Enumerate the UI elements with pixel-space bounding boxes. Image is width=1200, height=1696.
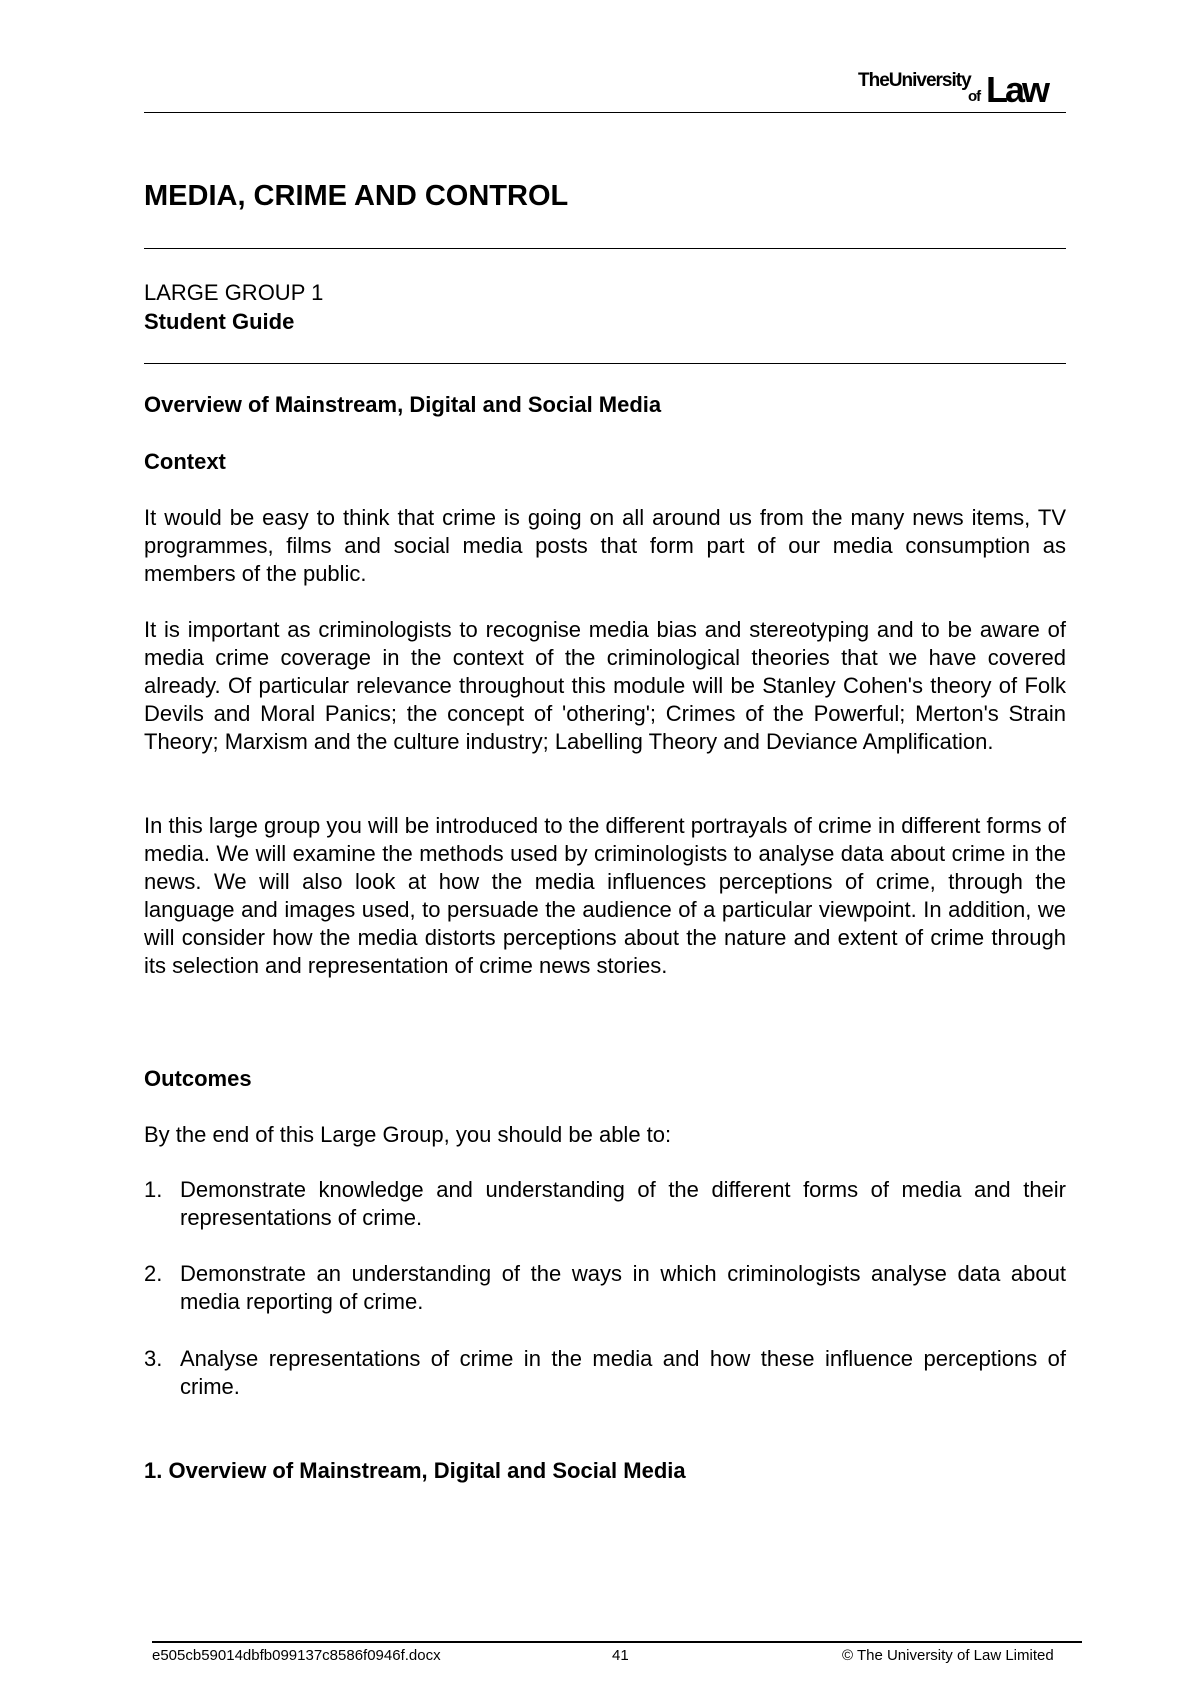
outcomes-intro: By the end of this Large Group, you should be able to: — [144, 1122, 672, 1147]
header-rule — [144, 112, 1066, 113]
section-1-heading-block — [144, 1458, 1066, 1484]
footer-page-number: 41 — [612, 1647, 629, 1664]
list-item-number: 2. — [144, 1261, 163, 1286]
document-title: MEDIA, CRIME AND CONTROL — [144, 180, 569, 212]
context-heading: Context — [144, 449, 226, 474]
context-paragraph-3-block — [144, 812, 1066, 980]
list-item — [144, 1345, 1066, 1401]
context-heading-block — [144, 449, 1066, 475]
context-paragraph-2-block — [144, 616, 1066, 756]
context-paragraph-3: In this large group you will be introduced to the different portrayals of crime in different forms of media. We will examine the methods used by criminologists to analyse data about crime in the news. We will also look at how the media influences perceptions of crime, through the language and images used, to persuade the audience of a particular viewpoint. In addition, we will consider how the media distorts perceptions about the nature and extent of crime through its selection and representation of crime news stories. — [144, 813, 1066, 978]
logo-text-of: of — [968, 88, 981, 105]
list-item-number: 1. — [144, 1177, 163, 1202]
outcomes-intro-block — [144, 1121, 1066, 1149]
overview-heading: Overview of Mainstream, Digital and Social Media — [144, 392, 662, 417]
subtitle-large-group: LARGE GROUP 1 — [144, 280, 324, 305]
context-paragraph-1: It would be easy to think that crime is going on all around us from the many news items, TV programmes, films and social media posts that form part of our media consumption as members of the public. — [144, 505, 1066, 586]
footer-filename: e505cb59014dbfb099137c8586f0946f.docx — [152, 1647, 441, 1664]
list-item-text: Demonstrate knowledge and understanding of the different forms of media and their representations of crime. — [180, 1177, 1066, 1230]
section-1-heading: 1. Overview of Mainstream, Digital and Social Media — [144, 1458, 686, 1483]
title-rule — [144, 248, 1066, 249]
overview-heading-block — [144, 392, 1066, 418]
subtitle-block — [144, 278, 1066, 336]
list-item-number: 3. — [144, 1346, 163, 1371]
list-item-text: Demonstrate an understanding of the ways in which criminologists analyse data about media reporting of crime. — [180, 1261, 1066, 1314]
context-paragraph-1-block — [144, 504, 1066, 588]
footer-copyright: © The University of Law Limited — [842, 1647, 1054, 1664]
logo-text-law: Law — [986, 69, 1048, 110]
logo-text-the-university: TheUniversity — [858, 70, 971, 91]
subtitle-rule — [144, 363, 1066, 364]
outcomes-heading-block — [144, 1066, 1066, 1092]
outcomes-heading: Outcomes — [144, 1066, 252, 1091]
list-item — [144, 1176, 1066, 1232]
list-item — [144, 1260, 1066, 1316]
university-logo — [858, 66, 1068, 110]
subtitle-student-guide: Student Guide — [144, 309, 295, 334]
context-paragraph-2: It is important as criminologists to recognise media bias and stereotyping and to be aware of media crime coverage in the context of the criminological theories that we have covered already. Of particular relevance throughout this module will be Stanley Cohen's theory of Folk Devils and Moral Panics; the concept of 'othering'; Crimes of the Powerful; Merton's Strain Theory; Marxism and the culture industry; Labelling Theory and Deviance Amplification. — [144, 617, 1066, 754]
footer-rule — [152, 1641, 1082, 1643]
list-item-text: Analyse representations of crime in the media and how these influence perceptions of crime. — [180, 1346, 1066, 1399]
